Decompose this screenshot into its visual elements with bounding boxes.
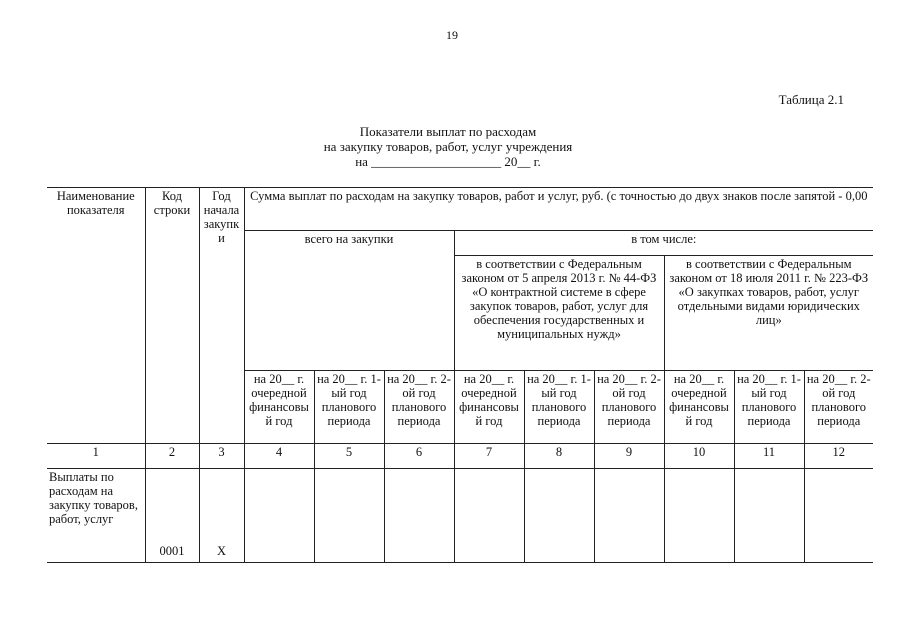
column-number: 3 — [199, 444, 244, 469]
column-number: 5 — [314, 444, 384, 469]
row-year: X — [199, 469, 244, 563]
column-number: 2 — [145, 444, 199, 469]
column-number: 12 — [804, 444, 873, 469]
row-value-cell — [524, 469, 594, 563]
column-number-row — [47, 444, 873, 469]
header-total-current: на 20__ г. очередной финансовый год — [244, 371, 314, 444]
header-sum: Сумма выплат по расходам на закупку товаров, работ и услуг, руб. (с точностью до двух знаков после запятой - 0,00 — [244, 188, 873, 231]
row-value-cell — [384, 469, 454, 563]
header-44-current: на 20__ г. очередной финансовый год — [454, 371, 524, 444]
header-law-223: в соответствии с Федеральным законом от 18 июля 2011 г. № 223-ФЗ «О закупках товаров, работ, услуг отдельными видами юридических лиц» — [664, 256, 873, 371]
header-including: в том числе: — [454, 231, 873, 256]
column-number: 4 — [244, 444, 314, 469]
row-value-cell — [734, 469, 804, 563]
header-year: Год начала закупки — [199, 188, 244, 444]
title-line-3: на ____________________ 20__ г. — [355, 154, 541, 169]
row-value-cell — [664, 469, 734, 563]
column-number: 10 — [664, 444, 734, 469]
row-name: Выплаты по расходам на закупку товаров, работ, услуг — [47, 469, 145, 563]
header-law-44: в соответствии с Федеральным законом от 5 апреля 2013 г. № 44-ФЗ «О контрактной системе в сфере закупок товаров, работ, услуг для обеспечения государственных и муниципальных нужд» — [454, 256, 664, 371]
column-number: 11 — [734, 444, 804, 469]
payments-table — [47, 187, 873, 563]
table-label: Таблица 2.1 — [778, 92, 844, 107]
row-value-cell — [244, 469, 314, 563]
column-number: 6 — [384, 444, 454, 469]
title-line-2: на закупку товаров, работ, услуг учреждения — [323, 139, 573, 154]
header-44-first: на 20__ г. 1-ый год планового периода — [524, 371, 594, 444]
header-223-current: на 20__ г. очередной финансовый год — [664, 371, 734, 444]
header-223-second: на 20__ г. 2-ой год планового периода — [804, 371, 873, 444]
row-value-cell — [804, 469, 873, 563]
header-223-first: на 20__ г. 1-ый год планового периода — [734, 371, 804, 444]
header-total: всего на закупки — [244, 231, 454, 371]
page-number: 19 — [446, 28, 458, 42]
column-number: 1 — [47, 444, 145, 469]
row-code: 0001 — [145, 469, 199, 563]
column-number: 9 — [594, 444, 664, 469]
row-value-cell — [314, 469, 384, 563]
row-value-cell — [454, 469, 524, 563]
column-number: 8 — [524, 444, 594, 469]
title-line-1: Показатели выплат по расходам — [359, 124, 537, 139]
row-value-cell — [594, 469, 664, 563]
table-row — [47, 469, 873, 563]
header-name: Наименование показателя — [47, 188, 145, 444]
table-title — [200, 124, 696, 169]
header-code: Код строки — [145, 188, 199, 444]
header-total-second: на 20__ г. 2-ой год планового периода — [384, 371, 454, 444]
header-total-first: на 20__ г. 1-ый год планового периода — [314, 371, 384, 444]
column-number: 7 — [454, 444, 524, 469]
header-44-second: на 20__ г. 2-ой год планового периода — [594, 371, 664, 444]
